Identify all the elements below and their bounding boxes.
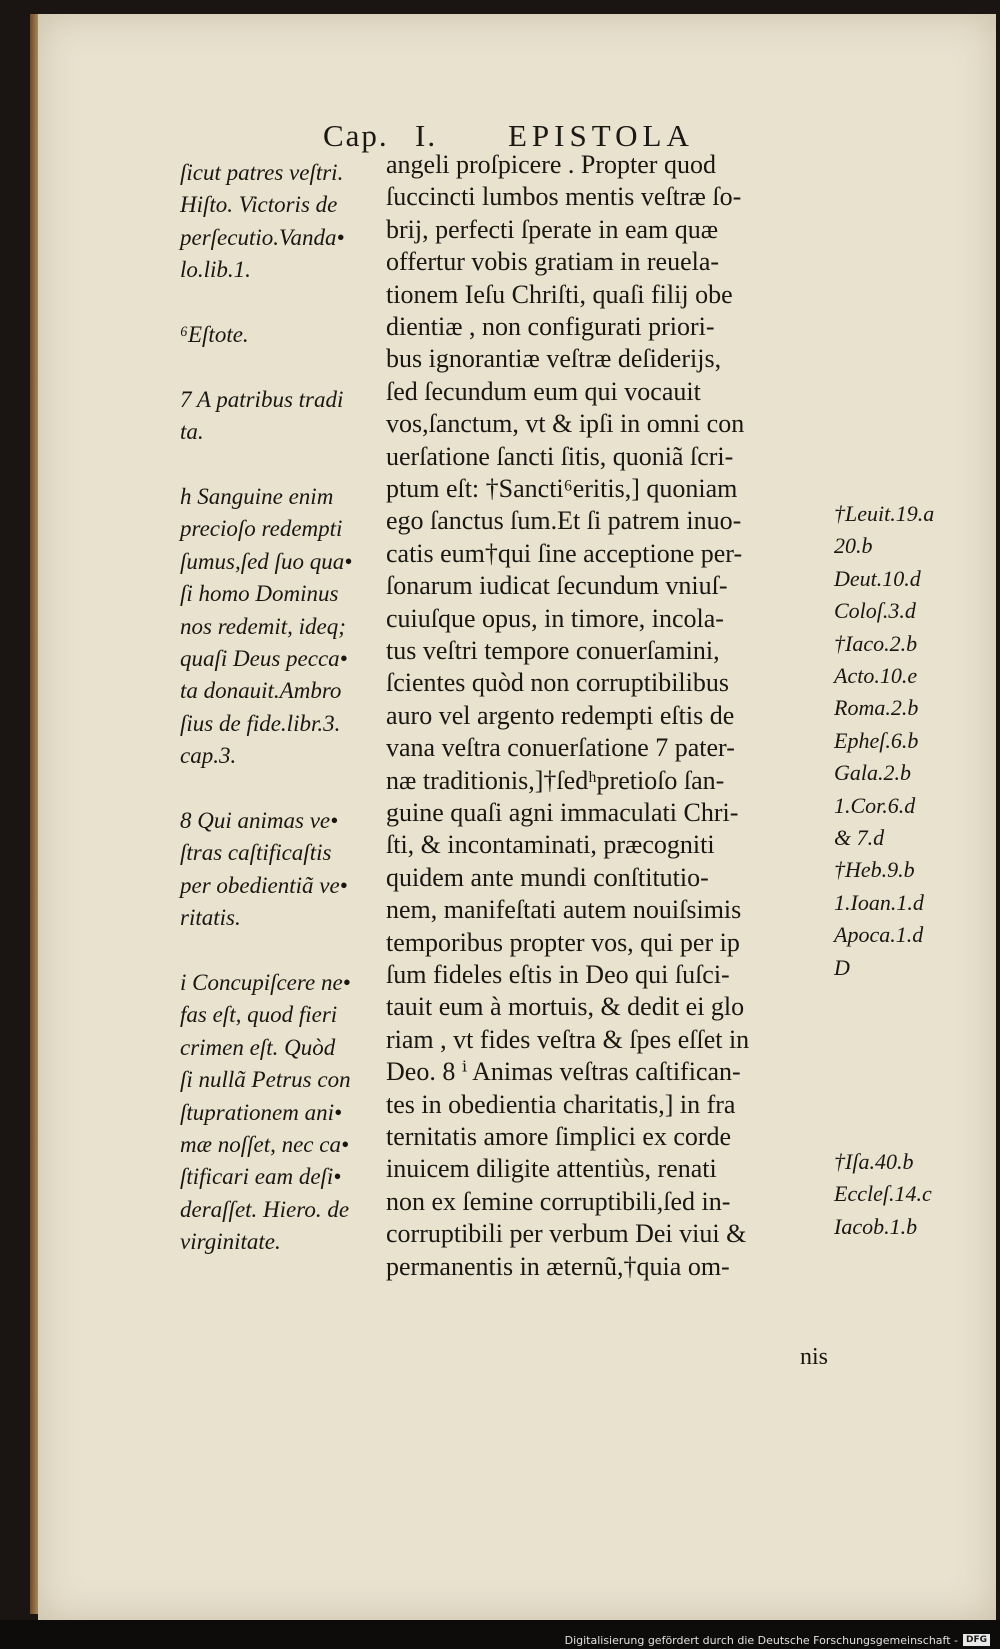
margin-note-line: ⁶Eſtote. bbox=[180, 322, 249, 347]
reference-line: Apoca.1.d bbox=[834, 922, 924, 948]
text-line: ſuccincti lumbos mentis veſtræ ſo- bbox=[386, 182, 742, 212]
text-line: inuicem diligite attentiùs, renati bbox=[386, 1154, 717, 1184]
text-line: auro vel argento redempti eſtis de bbox=[386, 700, 735, 730]
text-line: tionem Ieſu Chriſti, quaſi filij obe bbox=[386, 279, 733, 309]
reference-line: †Iaco.2.b bbox=[834, 630, 918, 656]
text-line: cuiuſque opus, in timore, incola- bbox=[386, 603, 724, 633]
reference-line: Acto.10.e bbox=[834, 663, 918, 688]
footer-text: Digitalisierung gefördert durch die Deutsche Forschungsgemeinschaft - bbox=[564, 1633, 958, 1647]
margin-note-line: ſi nullã Petrus con bbox=[180, 1067, 351, 1093]
margin-note-line: ſius de fide.libr.3. bbox=[180, 710, 341, 736]
margin-note-line: ſumus,ſed ſuo qua• bbox=[180, 548, 353, 574]
margin-note-line: virginitate. bbox=[180, 1229, 281, 1255]
text-line: brij, perfecti ſperate in eam quæ bbox=[386, 214, 719, 244]
margin-note-line: 8 Qui animas ve• bbox=[180, 808, 339, 833]
reference-line: D bbox=[834, 954, 850, 980]
reference-line: Coloſ.3.d bbox=[834, 598, 916, 624]
reference-line: Eccleſ.14.c bbox=[834, 1181, 932, 1207]
reference-line: Epheſ.6.b bbox=[834, 727, 919, 753]
text-line: corruptibili per verbum Dei viui & bbox=[386, 1219, 747, 1249]
margin-note-line: 7 A patribus tradi bbox=[180, 386, 344, 412]
margin-note-line: ſtificari eam deſi• bbox=[180, 1164, 342, 1190]
text-line: nem, manifeſtati autem nouiſsimis bbox=[386, 895, 742, 925]
text-line: angeli proſpicere . Propter quod bbox=[386, 150, 716, 179]
text-line: Deo. 8 ⁱ Animas veſtras caſtifican- bbox=[386, 1057, 741, 1087]
margin-note-line: perſecutio.Vanda• bbox=[180, 224, 345, 250]
text-line: tauit eum à mortuis, & dedit ei glo bbox=[386, 992, 745, 1022]
margin-note-line: lo.lib.1. bbox=[180, 257, 251, 283]
text-line: catis eum†qui ſine acceptione per- bbox=[386, 538, 743, 568]
text-line: offertur vobis gratiam in reuela- bbox=[386, 247, 720, 277]
margin-note-line: i Concupiſcere ne• bbox=[180, 970, 351, 995]
margin-note-line: nos redemit, ideq; bbox=[180, 613, 346, 639]
margin-note-line: ſtras caſtificaſtis bbox=[180, 840, 332, 866]
reference-line: †Heb.9.b bbox=[834, 857, 915, 883]
margin-note-line: quaſi Deus pecca• bbox=[180, 646, 348, 671]
reference-line: Gala.2.b bbox=[834, 760, 911, 786]
text-line: riam , vt fides veſtra & ſpes eſſet in bbox=[386, 1024, 750, 1054]
reference-line: Deut.10.d bbox=[834, 565, 921, 591]
text-line: tus veſtri tempore conuerſamini, bbox=[386, 636, 720, 665]
margin-note-line: deraſſet. Hiero. de bbox=[180, 1196, 350, 1222]
text-line: næ traditionis,]†ſedʰpretioſo ſan- bbox=[386, 765, 725, 795]
text-line: ſed ſecundum eum qui vocauit bbox=[386, 376, 701, 406]
text-line: guine quaſi agni immaculati Chri- bbox=[386, 798, 739, 827]
margin-note-line: ſtuprationem ani• bbox=[180, 1099, 343, 1125]
text-line: uerſatione ſancti ſitis, quoniã ſcri- bbox=[386, 441, 734, 471]
margin-note-line: h Sanguine enim bbox=[180, 484, 334, 509]
text-line: bus ignorantiæ veſtræ deſiderijs, bbox=[386, 344, 722, 374]
reference-line: †Leuit.19.a bbox=[834, 501, 935, 526]
reference-line: & 7.d bbox=[834, 825, 885, 850]
margin-note-line: mæ noſſet, nec ca• bbox=[180, 1132, 350, 1157]
text-line: ſti, & incontaminati, præcogniti bbox=[386, 830, 715, 860]
text-line: vos,ſanctum, vt & ipſi in omni con bbox=[386, 409, 745, 439]
margin-note-line: crimen eſt. Quòd bbox=[180, 1034, 336, 1060]
text-line: vana veſtra conuerſatione 7 pater- bbox=[386, 733, 735, 763]
margin-note-line: ritatis. bbox=[180, 905, 241, 931]
margin-note-line: precioſo redempti bbox=[180, 516, 343, 542]
catchword: nis bbox=[800, 1344, 829, 1370]
text-line: ſum fideles eſtis in Deo qui ſuſci- bbox=[386, 960, 730, 989]
reference-line: 1.Cor.6.d bbox=[834, 792, 916, 818]
text-line: quidem ante mundi conſtitutio- bbox=[386, 862, 709, 892]
reference-line: Roma.2.b bbox=[834, 695, 919, 721]
margin-note-line: ſi homo Dominus bbox=[180, 581, 339, 607]
funding-footer bbox=[565, 1633, 990, 1647]
page-title: EPISTOLA bbox=[508, 118, 694, 153]
margin-note-line: Hiſto. Victoris de bbox=[180, 192, 338, 218]
margin-note-line: ſicut patres veſtri. bbox=[180, 160, 344, 185]
chapter-label: Cap. bbox=[323, 118, 389, 153]
margin-note-line: fas eſt, quod fieri bbox=[180, 1002, 338, 1028]
text-line: ego ſanctus ſum.Et ſi patrem inuo- bbox=[386, 506, 742, 536]
text-line: dientiæ , non configurati priori- bbox=[386, 312, 715, 341]
margin-note-line: ta donauit.Ambro bbox=[180, 678, 342, 704]
chapter-number: I. bbox=[415, 118, 438, 153]
text-line: non ex ſemine corruptibili,ſed in- bbox=[386, 1186, 731, 1216]
reference-line: 1.Ioan.1.d bbox=[834, 889, 924, 915]
text-line: temporibus propter vos, qui per ip bbox=[386, 927, 740, 957]
reference-line: 20.b bbox=[834, 533, 873, 559]
text-line: ptum eſt: †Sancti⁶eritis,] quoniam bbox=[386, 474, 738, 503]
reference-line: †Iſa.40.b bbox=[834, 1149, 914, 1174]
margin-note-line: cap.3. bbox=[180, 743, 237, 769]
text-line: ſcientes quòd non corruptibilibus bbox=[386, 668, 730, 698]
margin-note-line: ta. bbox=[180, 419, 204, 445]
text-line: permanentis in æternũ,†quia om- bbox=[386, 1251, 730, 1281]
text-line: ſonarum iudicat ſecundum vniuſ- bbox=[386, 571, 728, 601]
margin-note-line: per obedientiã ve• bbox=[180, 872, 348, 898]
reference-line: Iacob.1.b bbox=[834, 1213, 918, 1239]
text-line: tes in obedientia charitatis,] in fra bbox=[386, 1089, 736, 1119]
text-line: ternitatis amore ſimplici ex corde bbox=[386, 1122, 732, 1151]
dfg-logo: DFG bbox=[963, 1634, 990, 1646]
